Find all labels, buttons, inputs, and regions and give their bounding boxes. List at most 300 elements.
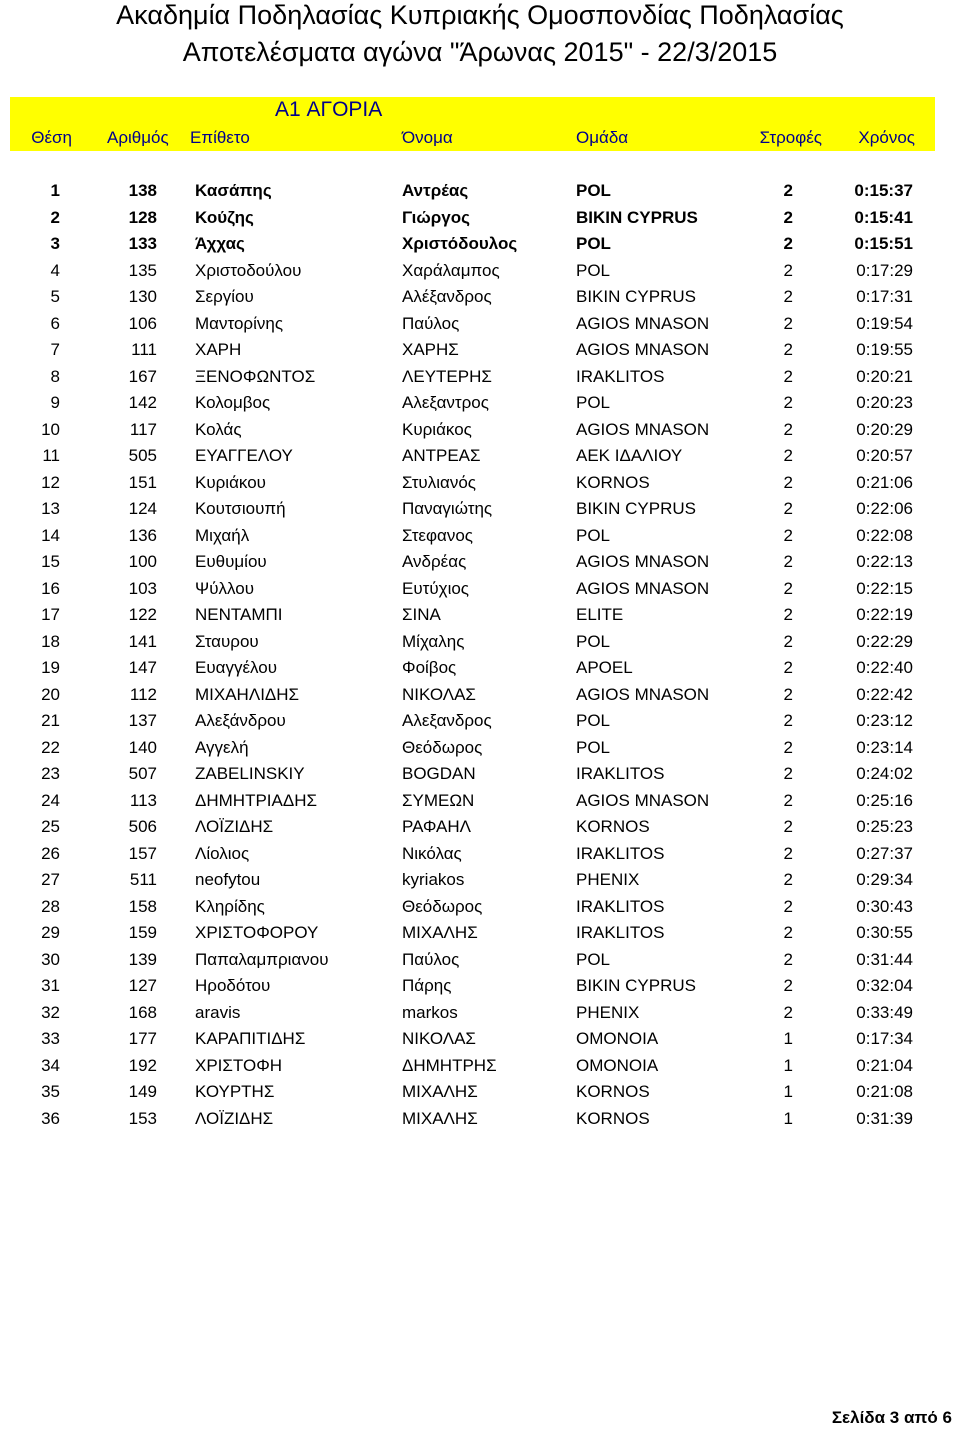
- cell-position: 16: [41, 578, 60, 598]
- table-row: [0, 1079, 960, 1106]
- table-row: [0, 549, 960, 576]
- cell-surname: Κουτσιουπή: [195, 499, 286, 518]
- cell-time: 0:20:21: [856, 366, 913, 386]
- cell-surname: Σεργίου: [195, 287, 254, 306]
- cell-time: 0:20:57: [856, 446, 913, 465]
- cell-laps: 2: [783, 287, 793, 306]
- cell-position: 4: [50, 260, 60, 280]
- cell-position: 32: [41, 1002, 60, 1022]
- cell-surname: Κασάπης: [195, 181, 272, 200]
- table-row: [0, 470, 960, 497]
- cell-position: 29: [41, 923, 60, 942]
- table-row: [0, 417, 960, 444]
- cell-team: POL: [576, 631, 611, 651]
- cell-position: 34: [41, 1055, 60, 1075]
- cell-position: 8: [50, 366, 60, 386]
- column-header-team: Ομάδα: [576, 128, 629, 147]
- column-header-number: Αριθμός: [107, 128, 169, 147]
- cell-number: 122: [128, 605, 157, 624]
- cell-number: 130: [128, 287, 157, 306]
- cell-time: 0:30:43: [856, 896, 913, 916]
- cell-position: 19: [41, 658, 60, 677]
- table-row: [0, 682, 960, 709]
- cell-number: 111: [131, 340, 157, 359]
- cell-team: POL: [576, 181, 611, 200]
- cell-surname: Κολάς: [195, 419, 242, 439]
- cell-name: ΜΙΧΑΛΗΣ: [402, 1082, 478, 1101]
- table-row: [0, 364, 960, 391]
- cell-team: AGIOS MNASON: [576, 578, 710, 598]
- cell-laps: 2: [783, 711, 793, 730]
- cell-team: AGIOS MNASON: [576, 340, 710, 359]
- table-row: [0, 576, 960, 603]
- table-row: [0, 231, 960, 258]
- cell-team: BIKIN CYPRUS: [576, 207, 698, 227]
- cell-surname: Παπαλαμπριανου: [195, 949, 329, 969]
- cell-surname: ΧΡΙΣΤΟΦΟΡΟΥ: [195, 923, 319, 942]
- table-row: [0, 602, 960, 629]
- cell-laps: 2: [783, 260, 793, 280]
- cell-time: 0:17:31: [856, 287, 913, 306]
- cell-name: Αλεξανδρος: [402, 711, 492, 730]
- cell-laps: 2: [783, 313, 793, 333]
- page-number: Σελίδα 3 από 6: [831, 1408, 952, 1427]
- table-row: [0, 788, 960, 815]
- cell-number: 106: [128, 313, 157, 333]
- cell-position: 2: [50, 207, 60, 227]
- cell-number: 103: [128, 578, 157, 598]
- cell-name: Παύλος: [402, 949, 460, 969]
- cell-surname: ΚΟΥΡΤΗΣ: [195, 1082, 275, 1101]
- cell-number: 507: [128, 764, 157, 783]
- cell-position: 33: [41, 1029, 60, 1048]
- cell-time: 0:31:39: [856, 1108, 913, 1128]
- cell-time: 0:22:42: [856, 684, 913, 704]
- cell-laps: 1: [783, 1055, 793, 1075]
- cell-time: 0:22:13: [856, 552, 913, 571]
- cell-team: IRAKLITOS: [576, 764, 665, 783]
- cell-name: Φοίβος: [402, 658, 457, 677]
- cell-position: 23: [41, 764, 60, 783]
- cell-surname: ΜΙΧΑΗΛΙΔΗΣ: [195, 684, 300, 704]
- cell-laps: 1: [783, 1108, 793, 1128]
- table-row: [0, 1026, 960, 1053]
- cell-number: 135: [128, 260, 157, 280]
- cell-name: Παύλος: [402, 313, 460, 333]
- cell-laps: 2: [783, 181, 793, 200]
- cell-number: 139: [128, 949, 157, 969]
- cell-number: 158: [128, 896, 157, 916]
- cell-name: Πάρης: [402, 976, 452, 995]
- cell-team: OMONOIA: [576, 1055, 659, 1075]
- cell-time: 0:23:14: [856, 737, 913, 757]
- cell-laps: 2: [783, 790, 793, 810]
- cell-time: 0:19:55: [856, 340, 913, 359]
- cell-surname: Αλεξάνδρου: [195, 711, 286, 730]
- cell-laps: 2: [783, 658, 793, 677]
- cell-surname: Κούζης: [195, 207, 254, 227]
- table-row: [0, 708, 960, 735]
- cell-position: 18: [41, 631, 60, 651]
- cell-team: AEK ΙΔΑΛΙΟΥ: [576, 446, 683, 465]
- cell-time: 0:15:41: [854, 207, 913, 227]
- cell-time: 0:24:02: [856, 764, 913, 783]
- cell-surname: Λίολιος: [195, 843, 250, 863]
- cell-number: 142: [128, 393, 157, 412]
- cell-time: 0:19:54: [856, 313, 913, 333]
- cell-name: Παναγιώτης: [402, 499, 493, 518]
- cell-team: POL: [576, 949, 611, 969]
- cell-name: Νικόλας: [402, 843, 462, 863]
- cell-laps: 2: [783, 446, 793, 465]
- cell-surname: Ευαγγέλου: [195, 658, 278, 677]
- cell-number: 117: [129, 419, 157, 439]
- category-title: A1 ΑΓΟΡΙΑ: [275, 98, 383, 121]
- table-row: [0, 629, 960, 656]
- cell-laps: 2: [783, 870, 793, 889]
- cell-laps: 2: [783, 393, 793, 412]
- cell-surname: Αγγελή: [195, 737, 249, 757]
- cell-number: 168: [128, 1002, 157, 1022]
- cell-time: 0:20:29: [856, 419, 913, 439]
- cell-time: 0:17:34: [856, 1029, 913, 1048]
- cell-name: Θεόδωρος: [402, 896, 483, 916]
- cell-team: IRAKLITOS: [576, 923, 665, 942]
- cell-name: ΜΙΧΑΛΗΣ: [402, 923, 478, 942]
- cell-time: 0:29:34: [856, 870, 913, 889]
- cell-team: POL: [576, 260, 611, 280]
- cell-laps: 2: [783, 525, 793, 545]
- cell-surname: aravis: [195, 1002, 241, 1022]
- cell-time: 0:22:08: [856, 525, 913, 545]
- cell-name: Αντρέας: [402, 181, 469, 200]
- cell-laps: 2: [783, 896, 793, 916]
- cell-time: 0:32:04: [856, 976, 913, 995]
- cell-name: Ευτύχιος: [402, 578, 469, 598]
- cell-position: 17: [41, 605, 60, 624]
- table-row: [0, 1106, 960, 1133]
- table-row: [0, 390, 960, 417]
- cell-number: 124: [128, 499, 157, 518]
- cell-position: 14: [41, 525, 60, 545]
- cell-surname: ΚΑΡΑΠΙΤΙΔΗΣ: [195, 1029, 306, 1048]
- cell-number: 133: [128, 234, 157, 253]
- cell-position: 22: [41, 737, 60, 757]
- cell-team: PHENIX: [576, 870, 640, 889]
- cell-surname: Χριστοδούλου: [195, 260, 302, 280]
- cell-position: 9: [50, 393, 60, 412]
- cell-surname: Ψύλλου: [195, 578, 254, 598]
- cell-surname: Σταυρου: [195, 631, 259, 651]
- cell-team: APOEL: [576, 658, 633, 677]
- table-row: [0, 258, 960, 285]
- table-row: [0, 443, 960, 470]
- cell-laps: 2: [783, 684, 793, 704]
- cell-team: BIKIN CYPRUS: [576, 287, 696, 306]
- cell-surname: Ηροδότου: [195, 976, 271, 995]
- document-title: Ακαδημία Ποδηλασίας Κυπριακής Ομοσπονδίας Ποδηλασίας: [116, 0, 844, 30]
- cell-position: 11: [42, 446, 60, 465]
- cell-laps: 2: [783, 340, 793, 359]
- cell-name: ΧΑΡΗΣ: [402, 340, 459, 359]
- cell-team: POL: [576, 711, 611, 730]
- cell-number: 192: [128, 1055, 157, 1075]
- table-row: [0, 947, 960, 974]
- cell-number: 157: [128, 843, 157, 863]
- cell-position: 36: [41, 1108, 60, 1128]
- cell-time: 0:22:40: [856, 658, 913, 677]
- cell-surname: ΕΥΑΓΓΕΛΟΥ: [195, 446, 293, 465]
- cell-laps: 2: [783, 605, 793, 624]
- cell-name: ΝΙΚΟΛΑΣ: [402, 684, 476, 704]
- cell-surname: Ευθυμίου: [195, 552, 267, 571]
- cell-number: 149: [128, 1082, 157, 1101]
- cell-name: Αλέξανδρος: [402, 287, 492, 306]
- cell-team: KORNOS: [576, 817, 650, 836]
- cell-number: 147: [128, 658, 157, 677]
- cell-laps: 2: [783, 499, 793, 518]
- cell-laps: 2: [783, 366, 793, 386]
- cell-position: 28: [41, 896, 60, 916]
- cell-number: 177: [128, 1029, 157, 1048]
- cell-position: 1: [50, 181, 60, 200]
- table-row: [0, 205, 960, 232]
- cell-name: ΔΗΜΗΤΡΗΣ: [402, 1055, 497, 1075]
- cell-time: 0:21:08: [856, 1082, 913, 1101]
- cell-laps: 2: [783, 1002, 793, 1022]
- cell-team: KORNOS: [576, 1108, 650, 1128]
- cell-number: 113: [129, 790, 157, 810]
- cell-surname: Κυριάκου: [195, 472, 266, 492]
- cell-team: ELITE: [576, 605, 624, 624]
- cell-name: Στυλιανός: [402, 472, 476, 492]
- column-header-position: Θέση: [31, 128, 72, 147]
- cell-laps: 2: [783, 764, 793, 783]
- cell-position: 10: [41, 419, 60, 439]
- cell-surname: Μιχαήλ: [195, 525, 250, 545]
- cell-laps: 2: [783, 207, 793, 227]
- column-header-surname: Επίθετο: [190, 128, 250, 147]
- cell-surname: ZABELINSKIY: [195, 764, 305, 783]
- cell-time: 0:23:12: [856, 711, 913, 730]
- cell-time: 0:22:15: [856, 578, 913, 598]
- cell-laps: 2: [783, 578, 793, 598]
- cell-time: 0:21:06: [856, 472, 913, 492]
- cell-time: 0:27:37: [856, 843, 913, 863]
- cell-team: IRAKLITOS: [576, 366, 665, 386]
- cell-time: 0:15:37: [854, 181, 913, 200]
- cell-team: OMONOIA: [576, 1029, 659, 1048]
- table-row: [0, 1000, 960, 1027]
- cell-surname: ΛΟΪΖΙΔΗΣ: [195, 817, 274, 836]
- table-row: [0, 894, 960, 921]
- table-row: [0, 496, 960, 523]
- cell-team: POL: [576, 234, 611, 253]
- cell-position: 13: [41, 499, 60, 518]
- table-row: [0, 337, 960, 364]
- cell-laps: 1: [783, 1082, 793, 1101]
- cell-time: 0:25:16: [856, 790, 913, 810]
- cell-team: IRAKLITOS: [576, 843, 665, 863]
- cell-laps: 2: [783, 419, 793, 439]
- table-row: [0, 841, 960, 868]
- cell-name: Ανδρέας: [402, 552, 467, 571]
- cell-name: Κυριάκος: [402, 419, 472, 439]
- cell-laps: 2: [783, 949, 793, 969]
- cell-number: 141: [128, 631, 157, 651]
- cell-number: 112: [129, 684, 157, 704]
- cell-number: 136: [128, 525, 157, 545]
- table-row: [0, 284, 960, 311]
- cell-number: 137: [128, 711, 157, 730]
- cell-position: 20: [41, 684, 60, 704]
- cell-position: 31: [41, 976, 60, 995]
- table-row: [0, 655, 960, 682]
- cell-number: 138: [128, 181, 157, 200]
- cell-team: AGIOS MNASON: [576, 552, 710, 571]
- table-row: [0, 523, 960, 550]
- cell-position: 30: [41, 949, 60, 969]
- cell-name: ΑΝΤΡΕΑΣ: [402, 446, 481, 465]
- cell-name: ΡΑΦΑΗΛ: [402, 817, 471, 836]
- cell-position: 15: [41, 552, 60, 571]
- table-row: [0, 814, 960, 841]
- cell-time: 0:20:23: [856, 393, 913, 412]
- cell-number: 159: [128, 923, 157, 942]
- column-header-name: Όνομα: [402, 128, 453, 147]
- cell-time: 0:33:49: [856, 1002, 913, 1022]
- cell-number: 140: [128, 737, 157, 757]
- cell-team: IRAKLITOS: [576, 896, 665, 916]
- table-row: [0, 311, 960, 338]
- table-row: [0, 920, 960, 947]
- cell-name: ΜΙΧΑΛΗΣ: [402, 1108, 478, 1128]
- cell-team: POL: [576, 737, 611, 757]
- cell-laps: 2: [783, 737, 793, 757]
- cell-name: Χριστόδουλος: [402, 234, 518, 253]
- table-row: [0, 761, 960, 788]
- cell-laps: 2: [783, 552, 793, 571]
- cell-name: ΝΙΚΟΛΑΣ: [402, 1029, 476, 1048]
- column-header-time: Χρόνος: [858, 128, 915, 147]
- table-row: [0, 178, 960, 205]
- cell-position: 35: [41, 1082, 60, 1101]
- cell-surname: ΝΕΝΤΑΜΠΙ: [195, 605, 283, 624]
- cell-number: 127: [128, 976, 157, 995]
- cell-surname: ΧΡΙΣΤΟΦΗ: [195, 1055, 283, 1075]
- cell-laps: 2: [783, 472, 793, 492]
- cell-number: 506: [128, 817, 157, 836]
- table-row: [0, 973, 960, 1000]
- cell-name: kyriakos: [402, 870, 465, 889]
- cell-team: AGIOS MNASON: [576, 790, 710, 810]
- cell-name: Γιώργος: [402, 207, 470, 227]
- cell-position: 6: [50, 313, 60, 333]
- cell-name: Χαράλαμπος: [402, 260, 500, 280]
- cell-laps: 2: [783, 631, 793, 651]
- document-subtitle: Αποτελέσματα αγώνα "Άρωνας 2015" - 22/3/2015: [182, 37, 778, 67]
- table-row: [0, 1053, 960, 1080]
- cell-number: 100: [128, 552, 157, 571]
- cell-name: markos: [402, 1002, 458, 1022]
- cell-surname: ΛΟΪΖΙΔΗΣ: [195, 1108, 274, 1128]
- cell-team: KORNOS: [576, 1082, 650, 1101]
- cell-position: 12: [41, 472, 60, 492]
- cell-surname: Μαντορίνης: [195, 313, 284, 333]
- cell-position: 27: [41, 870, 60, 889]
- table-row: [0, 735, 960, 762]
- cell-number: 511: [129, 870, 157, 889]
- cell-number: 151: [128, 472, 157, 492]
- table-row: [0, 867, 960, 894]
- cell-laps: 2: [783, 817, 793, 836]
- cell-team: AGIOS MNASON: [576, 419, 710, 439]
- cell-laps: 2: [783, 843, 793, 863]
- cell-laps: 1: [783, 1029, 793, 1048]
- cell-team: BIKIN CYPRUS: [576, 976, 696, 995]
- cell-team: KORNOS: [576, 472, 650, 492]
- cell-team: POL: [576, 393, 611, 412]
- cell-position: 24: [41, 790, 60, 810]
- cell-time: 0:17:29: [856, 260, 913, 280]
- cell-team: PHENIX: [576, 1002, 640, 1022]
- results-table: [0, 178, 960, 1132]
- cell-surname: neofytou: [195, 870, 261, 889]
- cell-team: POL: [576, 525, 611, 545]
- cell-name: ΣΙΝΑ: [402, 605, 441, 624]
- cell-number: 167: [128, 366, 157, 386]
- cell-position: 5: [50, 287, 60, 306]
- cell-name: Θεόδωρος: [402, 737, 483, 757]
- cell-surname: ΧΑΡΗ: [195, 340, 242, 359]
- cell-time: 0:21:04: [856, 1055, 913, 1075]
- cell-time: 0:22:06: [856, 499, 913, 518]
- cell-surname: Κολομβος: [195, 393, 271, 412]
- cell-name: BOGDAN: [402, 764, 476, 783]
- cell-position: 25: [41, 817, 60, 836]
- cell-number: 153: [128, 1108, 157, 1128]
- cell-name: ΣΥΜΕΩΝ: [402, 790, 475, 810]
- cell-time: 0:22:19: [856, 605, 913, 624]
- cell-time: 0:30:55: [856, 923, 913, 942]
- cell-time: 0:31:44: [856, 949, 913, 969]
- cell-time: 0:25:23: [856, 817, 913, 836]
- cell-position: 3: [50, 234, 60, 253]
- cell-surname: ΔΗΜΗΤΡΙΑΔΗΣ: [195, 790, 317, 810]
- cell-team: AGIOS MNASON: [576, 684, 710, 704]
- cell-time: 0:15:51: [854, 234, 913, 253]
- column-header-laps: Στροφές: [759, 128, 822, 147]
- cell-position: 26: [41, 843, 60, 863]
- cell-laps: 2: [783, 976, 793, 995]
- cell-laps: 2: [783, 234, 793, 253]
- cell-name: Στεφανος: [402, 525, 473, 545]
- cell-name: ΛΕΥΤΕΡΗΣ: [402, 366, 492, 386]
- cell-position: 7: [50, 340, 60, 359]
- cell-team: BIKIN CYPRUS: [576, 499, 696, 518]
- cell-number: 128: [128, 207, 157, 227]
- cell-time: 0:22:29: [856, 631, 913, 651]
- cell-name: Αλεξαντρος: [402, 393, 489, 412]
- cell-surname: Κληρίδης: [195, 896, 265, 916]
- cell-position: 21: [41, 711, 60, 730]
- cell-surname: Άχχας: [195, 234, 245, 253]
- cell-laps: 2: [783, 923, 793, 942]
- cell-number: 505: [128, 446, 157, 465]
- cell-team: AGIOS MNASON: [576, 313, 710, 333]
- cell-surname: ΞΕΝΟΦΩΝΤΟΣ: [195, 366, 316, 386]
- cell-name: Μίχαλης: [402, 631, 465, 651]
